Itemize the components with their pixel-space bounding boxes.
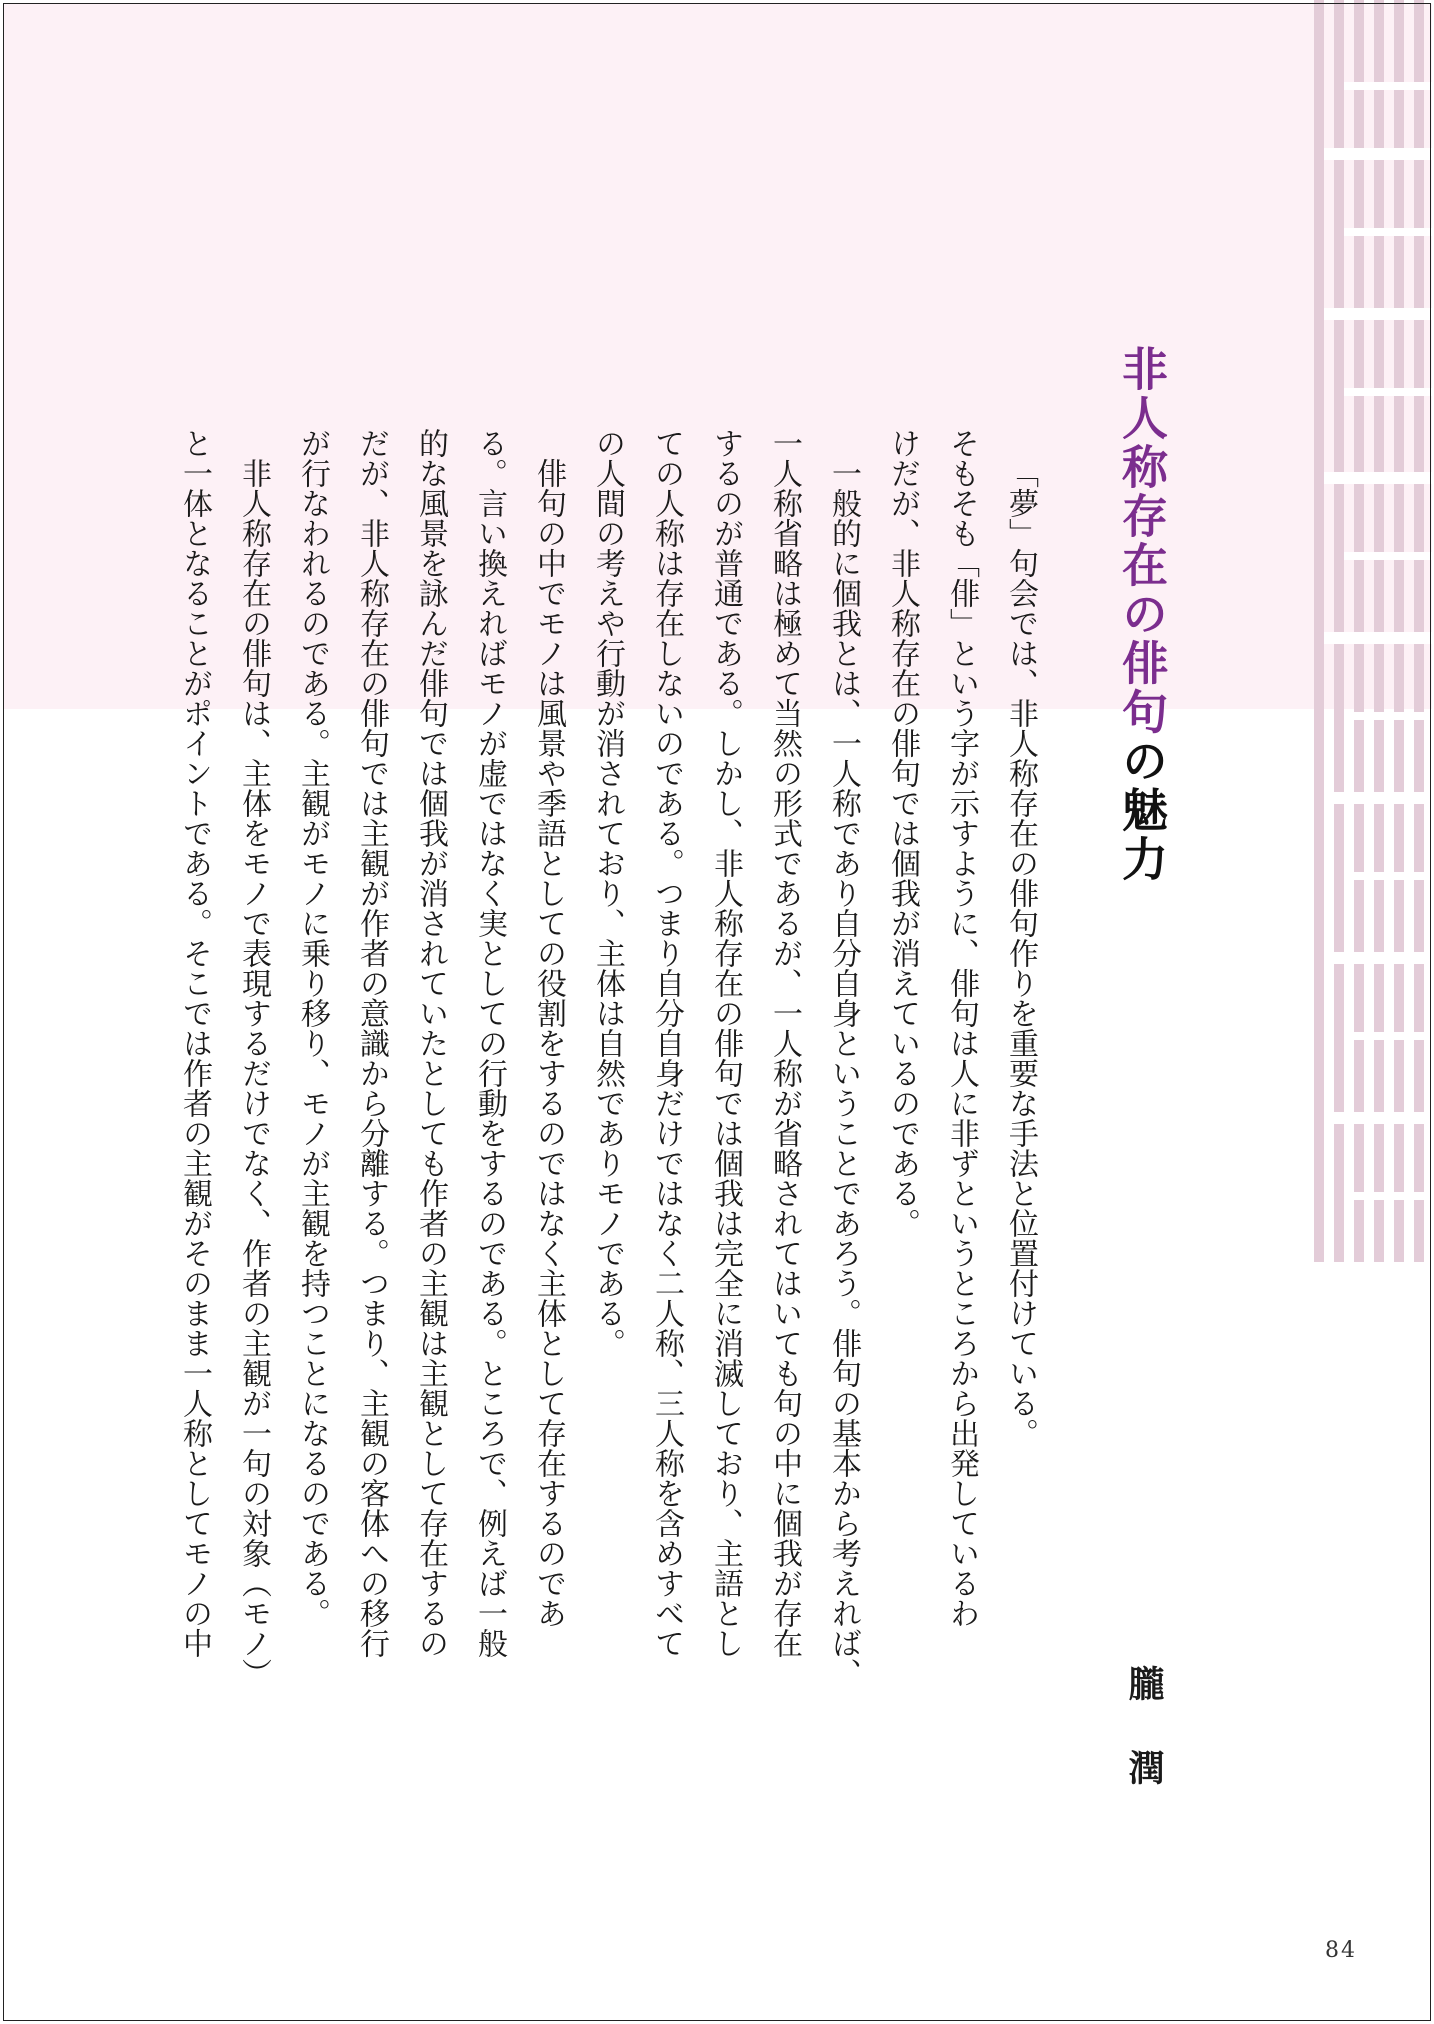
author-name: 朧 潤 [1123,1665,1165,1791]
body-column: が行なわれるのである。主観がモノに乗り移り、モノが主観を持つことになるのである。 [295,428,330,1628]
body-column: と一体となることがポイントである。そこでは作者の主観がそのまま一人称としてモノの中 [177,428,212,1658]
body-column: 的な風景を詠んだ俳句では個我が消されていたとしても作者の主観は主観として存在するの [413,428,448,1658]
body-column: 一般的に個我とは、一人称であり自分自身ということであろう。俳句の基本から考えれば、 [826,458,861,1688]
body-column: するのが普通である。しかし、非人称存在の俳句では個我は完全に消滅しており、主語とし [708,428,743,1658]
article-title [1110,345,1174,884]
body-column: 俳句の中でモノは風景や季語としての役割をするのではなく主体として存在するのであ [531,458,566,1628]
body-column: の人間の考えや行動が消されており、主体は自然でありモノである。 [590,428,625,1358]
body-column: そもそも「俳」という字が示すように、俳句は人に非ずというところから出発しているわ [944,428,979,1628]
title-accent: 非人称存在の俳句 [1115,345,1169,737]
article-body [150,428,1050,1828]
body-column: 「夢」句会では、非人称存在の俳句作りを重要な手法と位置付けている。 [1003,458,1038,1448]
body-column: だが、非人称存在の俳句では主観が作者の意識から分離する。つまり、主観の客体への移行 [354,428,389,1658]
body-column: ての人称は存在しないのである。つまり自分自身だけではなく二人称、三人称を含めすべて [649,428,684,1658]
body-column: 非人称存在の俳句は、主体をモノで表現するだけでなく、作者の主観が一句の対象（モノ） [236,458,271,1688]
page-number: 84 [1325,1938,1357,1963]
body-column: 一人称省略は極めて当然の形式であるが、一人称が省略されてはいても句の中に個我が存在 [767,428,802,1658]
body-column: る。言い換えればモノが虚ではなく実としての行動をするのである。ところで、例えば一般 [472,428,507,1658]
title-rest: の魅力 [1115,737,1169,884]
body-column: けだが、非人称存在の俳句では個我が消えているのである。 [885,428,920,1238]
